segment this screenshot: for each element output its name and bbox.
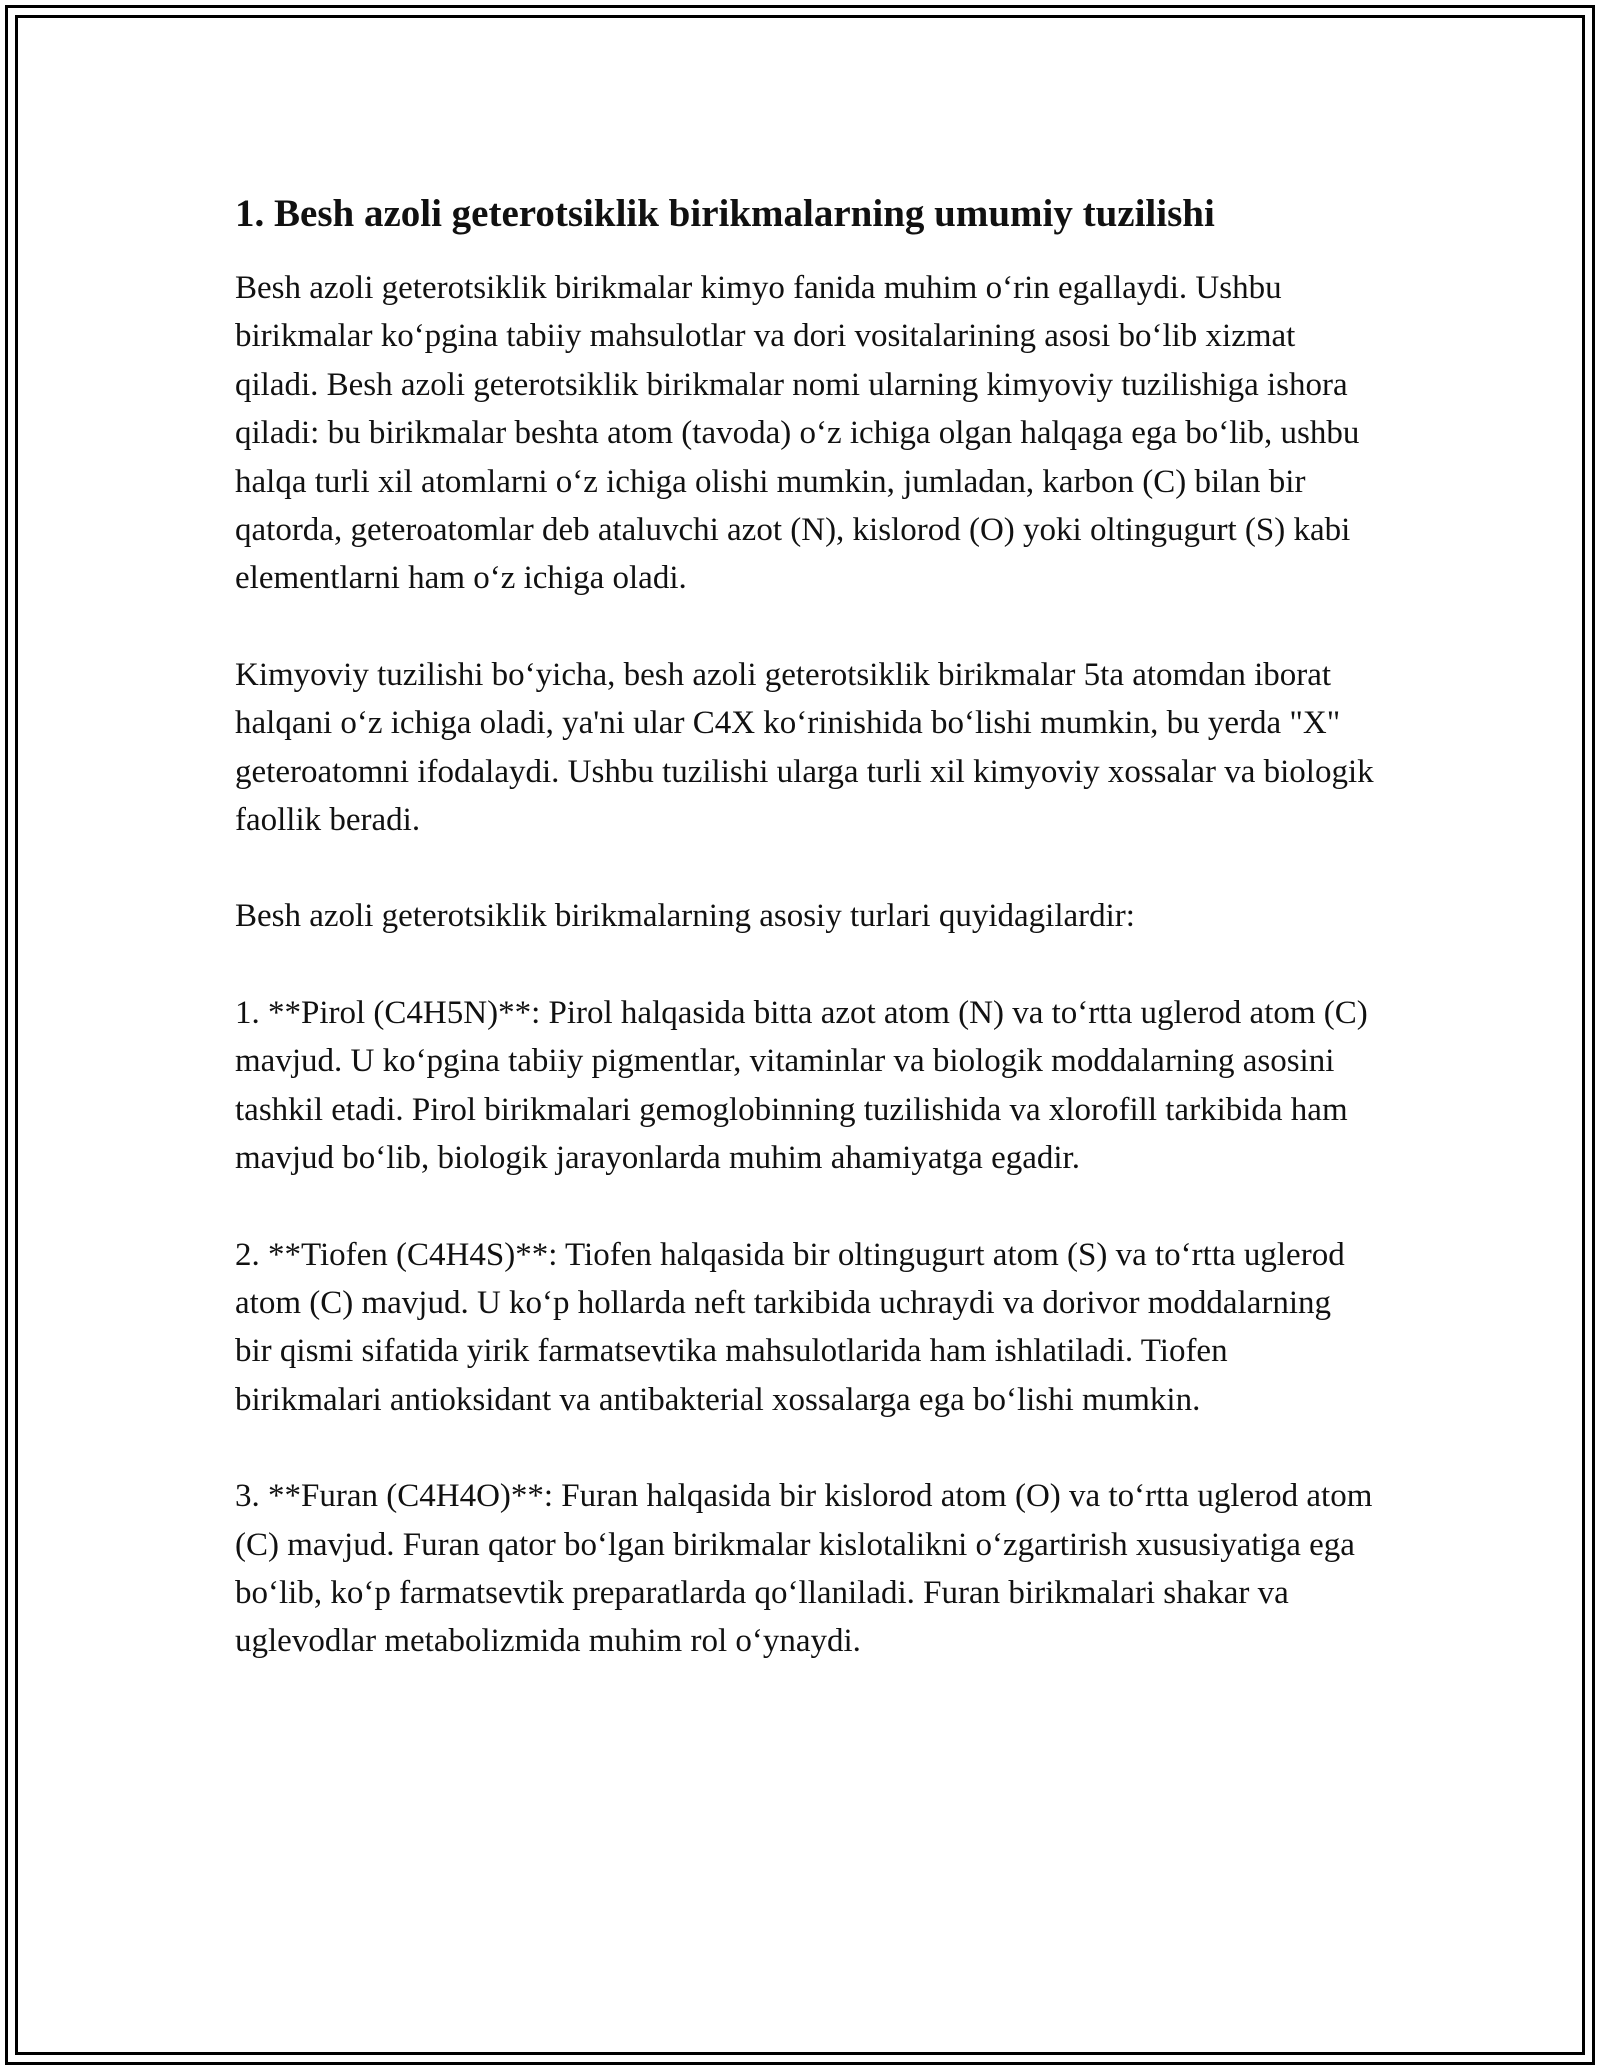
paragraph-structure: Kimyoviy tuzilishi boʻyicha, besh azoli geterotsiklik birikmalar 5ta atomdan iborat halqani oʻz ichiga oladi, ya'ni ular C4X koʻrinishida boʻlishi mumkin, bu yerda "X" geteroatomni ifodalaydi. Ushbu tuzilishi ularga turli xil kimyoviy xossalar va biologik faollik beradi. [235, 656, 1374, 839]
paragraph-intro: Besh azoli geterotsiklik birikmalar kimyo fanida muhim oʻrin egallaydi. Ushbu birikmalar koʻpgina tabiiy mahsulotlar va dori vositalarining asosi boʻlib xizmat qiladi. Besh azoli geterotsiklik birikmalar nomi ularning kimyoviy tuzilishiga ishora qiladi: bu birikmalar beshta atom (tavoda) oʻz ichiga olgan halqaga ega boʻlib, ushbu halqa turli xil atomlarni oʻz ichiga olishi mumkin, jumladan, karbon (C) bilan bir qatorda, geteroatomlar deb ataluvchi azot (N), kislorod (O) yoki oltingugurt (S) kabi elementlarni ham oʻz ichiga oladi. [235, 270, 1360, 597]
list-item-furan: 3. **Furan (C4H4O)**: Furan halqasida bir kislorod atom (O) va toʻrtta uglerod atom (C) mavjud. Furan qator boʻlgan birikmalar kislotalikni oʻzgartirish xususiyatiga ega boʻlib, koʻp farmatsevtik preparatlarda qoʻllaniladi. Furan birikmalari shakar va uglevodlar metabolizmida muhim rol oʻynaydi. [235, 1478, 1373, 1660]
list-item-tiofen: 2. **Tiofen (C4H4S)**: Tiofen halqasida bir oltingugurt atom (S) va toʻrtta uglerod atom (C) mavjud. U koʻp hollarda neft tarkibida uchraydi va dorivor moddalarning bir qismi sifatida yirik farmatsevtika mahsulotlarida ham ishlatiladi. Tiofen birikmalari antioksidant va antibakterial xossalarga ega boʻlishi mumkin. [235, 1236, 1345, 1418]
paragraph-types-intro: Besh azoli geterotsiklik birikmalarning asosiy turlari quyidagilardir: [235, 898, 1135, 935]
document-body [235, 186, 1375, 1714]
list-item-pirol: 1. **Pirol (C4H5N)**: Pirol halqasida bitta azot atom (N) va toʻrtta uglerod atom (C) mavjud. U koʻpgina tabiiy pigmentlar, vitaminlar va biologik moddalarning asosini tashkil etadi. Pirol birikmalari gemoglobinning tuzilishida va xlorofill tarkibida ham mavjud boʻlib, biologik jarayonlarda muhim ahamiyatga egadir. [235, 994, 1368, 1177]
section-heading: 1. Besh azoli geterotsiklik birikmalarning umumiy tuzilishi [235, 192, 1215, 235]
